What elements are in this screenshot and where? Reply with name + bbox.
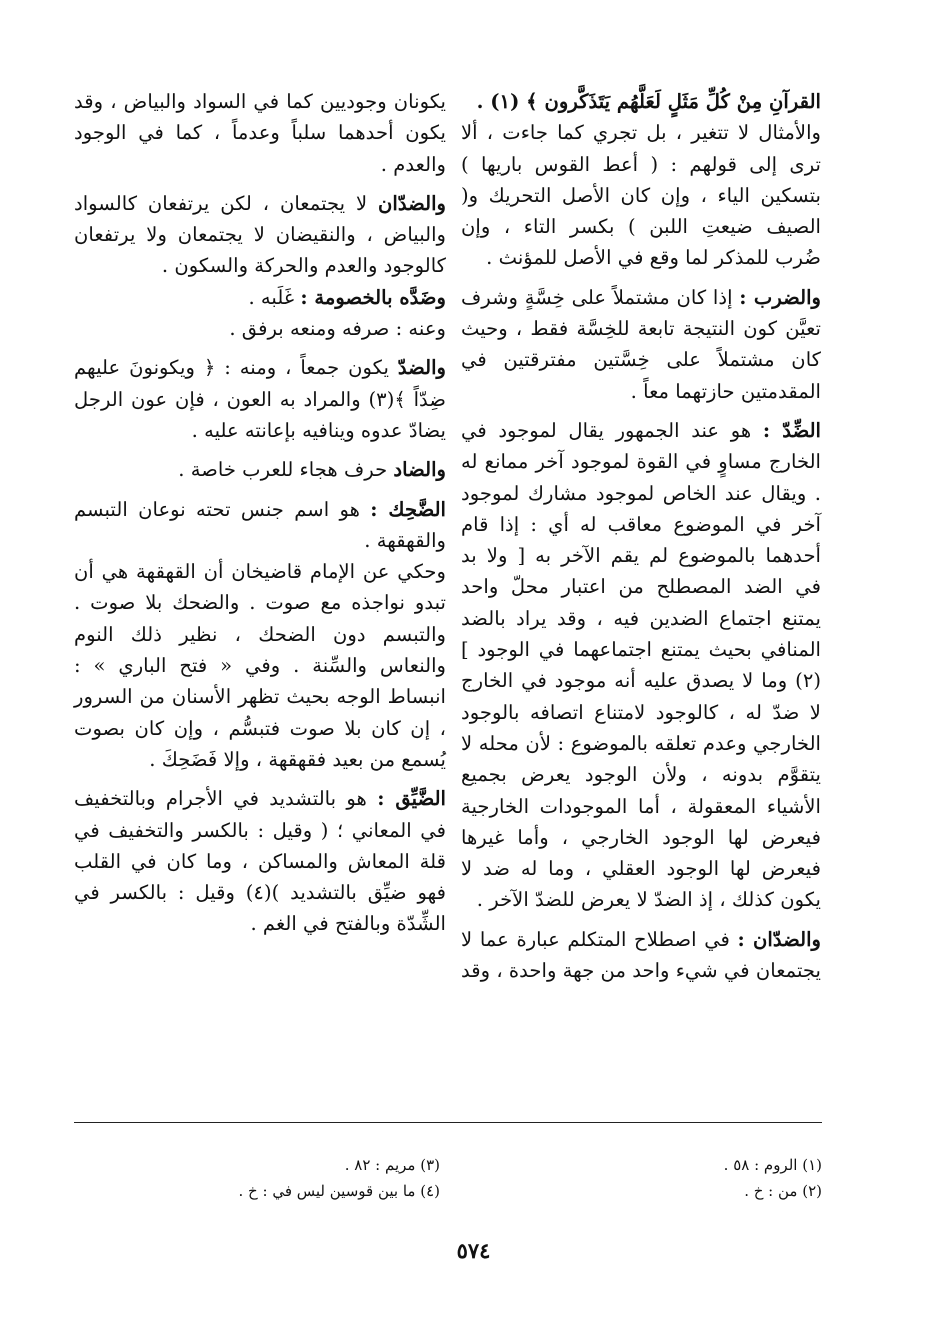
entry-al-darb [461, 282, 821, 407]
entry-term: والضرب : [739, 285, 821, 309]
entry-term: الضِّدّ : [762, 418, 821, 442]
entry-text: غَلَبه . [248, 285, 301, 309]
entry-text: لا يجتمعان ، لكن يرتفعان كالسواد والبياض ، والنقيضان لا يجتمعان ولا يرتفعان كالوجود والعدم والحركة والسكون . [74, 191, 446, 278]
entry-term: والضدّان : [737, 927, 822, 951]
footnotes-right [462, 1152, 822, 1204]
footnote-2: (٢) من : خ . [744, 1182, 822, 1200]
entry-text: هو بالتشديد في الأجرام وبالتخفيف في المعاني ؛ ( وقيل : بالكسر والتخفيف في قلة المعاش والمساكن ، وما كان في القلب فهو ضيِّق بالتشديد )(٤) وقيل : بالكسر في الشِّدّة وبالفتح في الغم . [74, 787, 446, 936]
entry-dahik [74, 494, 446, 557]
entry-text: إذا كان مشتملاً على خِسَّةٍ وشرف تعيَّن كون النتيجة تابعة للخِسَّة فقط ، وحيث كان مشتملاً على خِسَّتين مفترقتين في المقدمتين حازتهما معاً . [461, 285, 821, 403]
entry-term: الضَّحِك : [370, 497, 446, 521]
entry-term: وضَدَّه بالخصومة : [300, 285, 446, 309]
paragraph-proverbs: والأمثال لا تتغير ، بل تجري كما جاءت ، ألا ترى إلى قولهم : ( أعط القوس باريها ) بتسكين الياء ، وإن كان الأصل التحريك و( الصيف ضيعتِ اللبن ) بكسر التاء ، وإن ضُرب للمذكر لما وقع في الأصل للمؤنث . [461, 121, 821, 270]
entry-term: والضدّ [397, 356, 446, 380]
entry-dad-letter [74, 454, 446, 485]
page-number: ٥٧٤ [456, 1238, 491, 1263]
entry-diddan-rule [74, 188, 446, 282]
footnotes-left [80, 1152, 440, 1204]
paragraph-continuation: يكونان وجوديين كما في السواد والبياض ، وقد يكون أحدهما سلباً وعدماً ، كما في الوجود والعدم . [74, 90, 446, 176]
quran-verse-ending: القرآنِ مِنْ كُلِّ مَثَلٍ لَعَلَّهُم يَتَذَكَّرون ﴾ (١) . [476, 90, 821, 113]
entry-didd-plural [74, 352, 446, 446]
footnote-divider [74, 1122, 822, 1123]
entry-daddahu [74, 282, 446, 313]
paragraph-anhu: وعنه : صرفه ومنعه برفق . [229, 317, 446, 341]
right-column [461, 86, 821, 986]
footnote-3: (٣) مريم : ٨٢ . [344, 1156, 440, 1174]
entry-al-diddan [461, 924, 821, 987]
entry-text: هو عند الجمهور يقال لموجود في الخارج مساوٍ في القوة لموجود آخر ممانع له . ويقال عند الخاص لموجود مشارك لموجود آخر في الموضوع معاقب له أي : إذا قام أحدهما بالموضوع لم يقم الآخر به [ ولا بد في الضد المصطلح من اعتبار محلّ واحد يمتنع اجتماع الضدين فيه ، وقد يراد بالضد المنافي بحيث يمتنع اجتماعهما في الوجود ](٢) وما لا يصدق عليه أنه موجود في الخارج لا ضدّ له ، كالوجود لامتناع اتصافه بالوجود الخارجي وعدم تعلقه بالموضوع : لأن محله لا يتقوَّم بدونه ، ولأن الوجود يعرض بجميع الأشياء المعقولة ، أما الموجودات الخارجية فيعرض لها الوجود الخارجي ، وأما غيرها فيعرض لها الوجود العقلي ، وما له ضد لا يكون كذلك ، إذ الضدّ لا يعرض للضدّ الآخر . [461, 418, 821, 912]
entry-text: حرف هجاء للعرب خاصة . [178, 458, 394, 482]
footnote-4: (٤) ما بين قوسين ليس في : خ . [238, 1182, 440, 1200]
entry-term: والضاد [393, 458, 446, 482]
entry-dayyiq [74, 783, 446, 939]
entry-text: يكون جمعاً ، ومنه : ﴿ ويكونونَ عليهم ضِدّاً ﴾(٣) والمراد به العون ، فإن عون الرجل يضادّ عدوه وينافيه بإعانته عليه . [74, 356, 446, 442]
entry-al-didd [461, 415, 821, 916]
entry-text: في اصطلاح المتكلم عبارة عما لا يجتمعان في شيء واحد من جهة واحدة ، وقد [460, 927, 821, 983]
footnote-1: (١) الروم : ٥٨ . [723, 1156, 822, 1174]
entry-text: هو اسم جنس تحته نوعان التبسم والقهقهة . [74, 497, 446, 552]
entry-term: الضَّيِّق : [377, 787, 446, 811]
left-column [74, 86, 446, 940]
entry-term: والضدّان [378, 191, 446, 215]
paragraph-qahqaha: وحكي عن الإمام قاضيخان أن القهقهة هي أن تبدو نواجذه مع صوت . والضحك بلا صوت . والتبسم دون الضحك ، نظير ذلك النوم والنعاس والسِّنة . وفي « فتح الباري » : انبساط الوجه بحيث تظهر الأسنان من السرور ، إن كان بلا صوت فتبسُّم ، وإن كان بصوت يُسمع من بعيد فقهقهة ، وإلا فَضَحِكَ . [74, 560, 446, 771]
